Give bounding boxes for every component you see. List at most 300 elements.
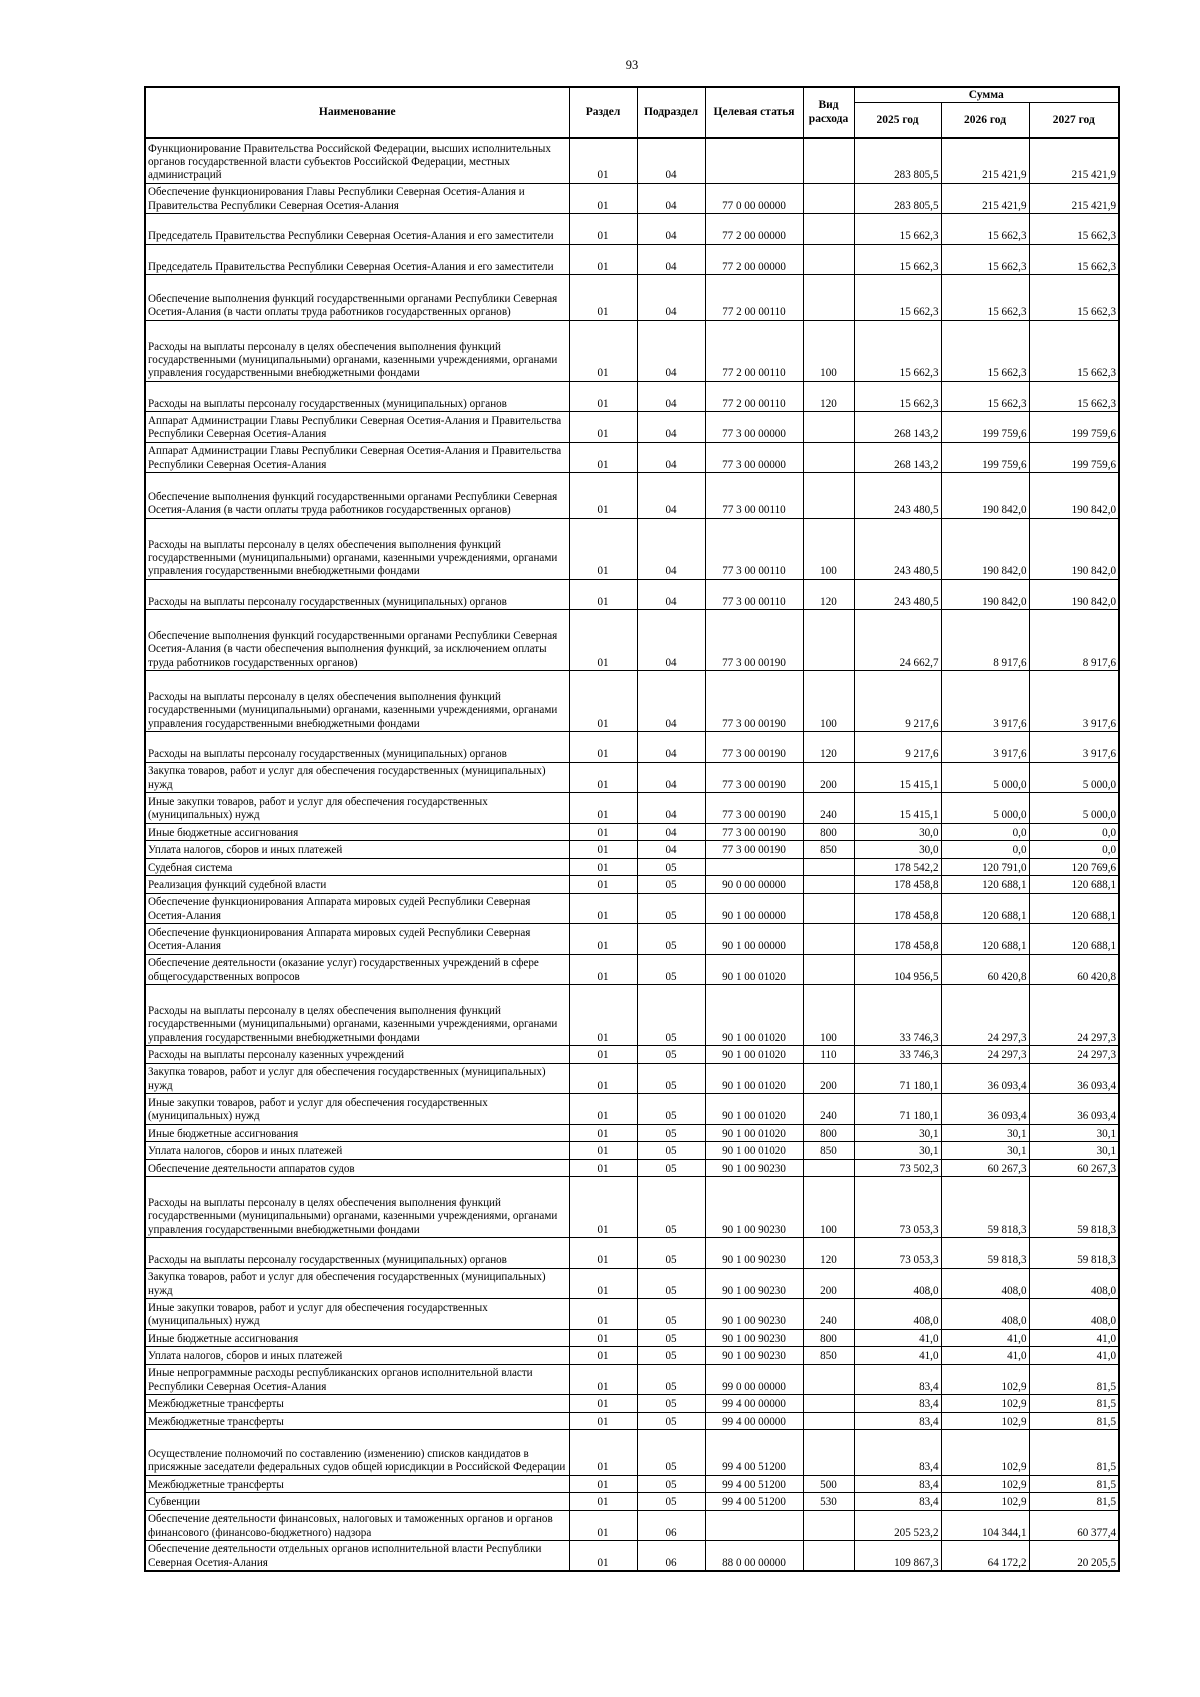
cell-2027: 59 818,3 (1029, 1177, 1119, 1238)
cell-podrazdel: 05 (637, 1364, 705, 1395)
cell-vid: 800 (803, 823, 854, 841)
cell-2026: 5 000,0 (941, 762, 1029, 793)
cell-razdel: 01 (569, 1364, 637, 1395)
cell-target: 90 1 00 90230 (705, 1347, 803, 1365)
cell-2026: 60 420,8 (941, 954, 1029, 985)
cell-target: 77 0 00 00000 (705, 183, 803, 214)
cell-vid (803, 412, 854, 443)
cell-name: Расходы на выплаты персоналу государственных (муниципальных) органов (145, 1238, 569, 1269)
cell-2027: 20 205,5 (1029, 1541, 1119, 1572)
header-2025: 2025 год (854, 103, 941, 138)
cell-podrazdel: 04 (637, 412, 705, 443)
cell-target: 77 2 00 00110 (705, 320, 803, 381)
cell-razdel: 01 (569, 1238, 637, 1269)
cell-target: 99 4 00 51200 (705, 1493, 803, 1511)
cell-razdel: 01 (569, 1329, 637, 1347)
cell-target: 90 1 00 01020 (705, 1063, 803, 1094)
cell-vid (803, 876, 854, 894)
cell-2026: 60 267,3 (941, 1159, 1029, 1177)
cell-razdel: 01 (569, 138, 637, 184)
cell-vid: 500 (803, 1475, 854, 1493)
cell-target: 77 2 00 00110 (705, 275, 803, 321)
cell-2027: 3 917,6 (1029, 732, 1119, 763)
cell-2027: 15 662,3 (1029, 320, 1119, 381)
cell-2027: 36 093,4 (1029, 1094, 1119, 1125)
cell-2026: 41,0 (941, 1347, 1029, 1365)
cell-2026: 36 093,4 (941, 1094, 1029, 1125)
cell-target: 90 1 00 90230 (705, 1329, 803, 1347)
cell-podrazdel: 04 (637, 473, 705, 519)
table-row (145, 823, 1119, 841)
cell-2025: 15 662,3 (854, 244, 941, 275)
cell-name: Расходы на выплаты персоналу в целях обеспечения выполнения функций государственными (муниципальными) органами, казенными учреждениями, органами управления государственными внебюджетными фондами (145, 985, 569, 1046)
cell-podrazdel: 05 (637, 858, 705, 876)
cell-2026: 102,9 (941, 1475, 1029, 1493)
cell-name: Иные закупки товаров, работ и услуг для обеспечения государственных (муниципальных) нужд (145, 1094, 569, 1125)
cell-2027: 81,5 (1029, 1430, 1119, 1476)
cell-podrazdel: 05 (637, 1063, 705, 1094)
cell-2025: 83,4 (854, 1412, 941, 1430)
cell-2027: 5 000,0 (1029, 793, 1119, 824)
cell-2026: 102,9 (941, 1430, 1029, 1476)
cell-podrazdel: 04 (637, 518, 705, 579)
cell-vid (803, 954, 854, 985)
cell-2026: 15 662,3 (941, 381, 1029, 412)
cell-podrazdel: 04 (637, 579, 705, 610)
header-target: Целевая статья (705, 87, 803, 138)
cell-podrazdel: 04 (637, 244, 705, 275)
cell-2025: 268 143,2 (854, 442, 941, 473)
cell-2025: 283 805,5 (854, 138, 941, 184)
cell-2025: 30,1 (854, 1142, 941, 1160)
cell-razdel: 01 (569, 924, 637, 955)
cell-vid (803, 1430, 854, 1476)
cell-target: 90 1 00 90230 (705, 1159, 803, 1177)
cell-2027: 120 769,6 (1029, 858, 1119, 876)
cell-podrazdel: 05 (637, 1412, 705, 1430)
budget-table (144, 86, 1120, 1572)
cell-podrazdel: 04 (637, 793, 705, 824)
cell-name: Иные бюджетные ассигнования (145, 823, 569, 841)
cell-vid: 100 (803, 320, 854, 381)
cell-vid: 120 (803, 732, 854, 763)
cell-2026: 8 917,6 (941, 610, 1029, 671)
header-name: Наименование (145, 87, 569, 138)
table-row (145, 1510, 1119, 1541)
cell-name: Закупка товаров, работ и услуг для обеспечения государственных (муниципальных) нужд (145, 1268, 569, 1299)
cell-target: 77 3 00 00110 (705, 518, 803, 579)
cell-target: 90 1 00 90230 (705, 1268, 803, 1299)
cell-target: 90 0 00 00000 (705, 876, 803, 894)
cell-2026: 120 688,1 (941, 893, 1029, 924)
cell-2025: 178 458,8 (854, 876, 941, 894)
table-row (145, 1177, 1119, 1238)
cell-2026: 24 297,3 (941, 1046, 1029, 1064)
cell-target: 90 1 00 00000 (705, 893, 803, 924)
cell-target: 90 1 00 90230 (705, 1238, 803, 1269)
cell-vid (803, 893, 854, 924)
cell-razdel: 01 (569, 1347, 637, 1365)
cell-podrazdel: 04 (637, 138, 705, 184)
cell-podrazdel: 05 (637, 893, 705, 924)
cell-vid (803, 473, 854, 519)
cell-2027: 81,5 (1029, 1412, 1119, 1430)
cell-2027: 120 688,1 (1029, 876, 1119, 894)
cell-target: 77 3 00 00110 (705, 579, 803, 610)
cell-2025: 41,0 (854, 1347, 941, 1365)
cell-2026: 0,0 (941, 841, 1029, 859)
table-row (145, 671, 1119, 732)
cell-2027: 215 421,9 (1029, 183, 1119, 214)
cell-2025: 15 415,1 (854, 762, 941, 793)
cell-2027: 60 377,4 (1029, 1510, 1119, 1541)
cell-razdel: 01 (569, 244, 637, 275)
cell-vid (803, 610, 854, 671)
cell-2027: 0,0 (1029, 823, 1119, 841)
cell-2025: 30,1 (854, 1124, 941, 1142)
cell-2025: 283 805,5 (854, 183, 941, 214)
cell-vid (803, 138, 854, 184)
cell-2025: 268 143,2 (854, 412, 941, 443)
cell-vid (803, 858, 854, 876)
cell-name: Обеспечение выполнения функций государственными органами Республики Северная Осетия-Алания (в части обеспечения выполнения функций, за исключением оплаты труда работников государственных органов) (145, 610, 569, 671)
cell-2026: 0,0 (941, 823, 1029, 841)
cell-razdel: 01 (569, 518, 637, 579)
table-row (145, 473, 1119, 519)
cell-2027: 408,0 (1029, 1299, 1119, 1330)
cell-2025: 41,0 (854, 1329, 941, 1347)
table-row (145, 244, 1119, 275)
cell-vid (803, 275, 854, 321)
cell-2026: 215 421,9 (941, 138, 1029, 184)
cell-2025: 9 217,6 (854, 732, 941, 763)
cell-name: Аппарат Администрации Главы Республики Северная Осетия-Алания и Правительства Республики Северная Осетия-Алания (145, 442, 569, 473)
cell-name: Иные закупки товаров, работ и услуг для обеспечения государственных (муниципальных) нужд (145, 793, 569, 824)
cell-podrazdel: 04 (637, 442, 705, 473)
cell-razdel: 01 (569, 1268, 637, 1299)
cell-2025: 408,0 (854, 1268, 941, 1299)
cell-target: 77 3 00 00190 (705, 671, 803, 732)
cell-podrazdel: 05 (637, 876, 705, 894)
cell-2027: 0,0 (1029, 841, 1119, 859)
cell-name: Обеспечение деятельности финансовых, налоговых и таможенных органов и органов финансового (финансово-бюджетного) надзора (145, 1510, 569, 1541)
cell-name: Председатель Правительства Республики Северная Осетия-Алания и его заместители (145, 244, 569, 275)
header-summa: Сумма (854, 87, 1119, 103)
cell-target (705, 858, 803, 876)
cell-2027: 30,1 (1029, 1142, 1119, 1160)
cell-vid (803, 1412, 854, 1430)
cell-podrazdel: 04 (637, 671, 705, 732)
cell-2027: 190 842,0 (1029, 579, 1119, 610)
table-row (145, 762, 1119, 793)
cell-2026: 59 818,3 (941, 1177, 1029, 1238)
cell-razdel: 01 (569, 320, 637, 381)
cell-2025: 178 458,8 (854, 893, 941, 924)
cell-vid (803, 924, 854, 955)
cell-2026: 30,1 (941, 1124, 1029, 1142)
cell-name: Судебная система (145, 858, 569, 876)
cell-2027: 24 297,3 (1029, 1046, 1119, 1064)
cell-razdel: 01 (569, 1142, 637, 1160)
cell-vid (803, 1395, 854, 1413)
cell-target: 90 1 00 01020 (705, 954, 803, 985)
cell-2026: 64 172,2 (941, 1541, 1029, 1572)
cell-name: Расходы на выплаты персоналу в целях обеспечения выполнения функций государственными (муниципальными) органами, казенными учреждениями, органами управления государственными внебюджетными фондами (145, 1177, 569, 1238)
cell-podrazdel: 05 (637, 1124, 705, 1142)
cell-podrazdel: 04 (637, 275, 705, 321)
table-row (145, 183, 1119, 214)
cell-2026: 190 842,0 (941, 579, 1029, 610)
cell-2027: 199 759,6 (1029, 442, 1119, 473)
cell-razdel: 01 (569, 858, 637, 876)
cell-podrazdel: 05 (637, 1395, 705, 1413)
cell-podrazdel: 05 (637, 1329, 705, 1347)
cell-2025: 15 662,3 (854, 214, 941, 245)
cell-2027: 59 818,3 (1029, 1238, 1119, 1269)
table-row (145, 1475, 1119, 1493)
cell-name: Закупка товаров, работ и услуг для обеспечения государственных (муниципальных) нужд (145, 1063, 569, 1094)
cell-vid (803, 1159, 854, 1177)
table-row (145, 579, 1119, 610)
cell-2026: 102,9 (941, 1364, 1029, 1395)
cell-vid: 100 (803, 1177, 854, 1238)
cell-podrazdel: 04 (637, 732, 705, 763)
cell-2027: 36 093,4 (1029, 1063, 1119, 1094)
cell-2026: 215 421,9 (941, 183, 1029, 214)
table-row (145, 1124, 1119, 1142)
table-row (145, 1541, 1119, 1572)
cell-razdel: 01 (569, 1299, 637, 1330)
cell-2026: 15 662,3 (941, 320, 1029, 381)
table-header (145, 87, 1119, 138)
cell-target: 90 1 00 01020 (705, 1124, 803, 1142)
table-row (145, 1159, 1119, 1177)
cell-2025: 73 502,3 (854, 1159, 941, 1177)
cell-2027: 15 662,3 (1029, 275, 1119, 321)
header-podrazdel: Подраздел (637, 87, 705, 138)
cell-2025: 15 662,3 (854, 275, 941, 321)
table-row (145, 1347, 1119, 1365)
table-row (145, 985, 1119, 1046)
cell-name: Расходы на выплаты персоналу в целях обеспечения выполнения функций государственными (муниципальными) органами, казенными учреждениями, органами управления государственными внебюджетными фондами (145, 518, 569, 579)
cell-2025: 30,0 (854, 841, 941, 859)
cell-2026: 30,1 (941, 1142, 1029, 1160)
cell-2025: 24 662,7 (854, 610, 941, 671)
table-row (145, 1493, 1119, 1511)
cell-2026: 120 688,1 (941, 924, 1029, 955)
cell-target: 90 1 00 01020 (705, 1046, 803, 1064)
cell-vid: 200 (803, 1268, 854, 1299)
cell-name: Обеспечение деятельности (оказание услуг) государственных учреждений в сфере общегосударственных вопросов (145, 954, 569, 985)
table-row (145, 518, 1119, 579)
cell-2026: 3 917,6 (941, 732, 1029, 763)
cell-name: Обеспечение деятельности отдельных органов исполнительной власти Республики Северная Осетия-Алания (145, 1541, 569, 1572)
cell-2025: 83,4 (854, 1395, 941, 1413)
cell-podrazdel: 05 (637, 1046, 705, 1064)
cell-razdel: 01 (569, 1177, 637, 1238)
cell-name: Реализация функций судебной власти (145, 876, 569, 894)
header-2027: 2027 год (1029, 103, 1119, 138)
table-row (145, 412, 1119, 443)
cell-name: Субвенции (145, 1493, 569, 1511)
cell-podrazdel: 04 (637, 823, 705, 841)
cell-name: Расходы на выплаты персоналу государственных (муниципальных) органов (145, 381, 569, 412)
cell-2025: 178 542,2 (854, 858, 941, 876)
table-row (145, 841, 1119, 859)
cell-vid: 120 (803, 381, 854, 412)
table-row (145, 1329, 1119, 1347)
cell-podrazdel: 06 (637, 1541, 705, 1572)
cell-2026: 41,0 (941, 1329, 1029, 1347)
cell-name: Межбюджетные трансферты (145, 1412, 569, 1430)
cell-name: Обеспечение выполнения функций государственными органами Республики Северная Осетия-Алания (в части оплаты труда работников государственных органов) (145, 473, 569, 519)
cell-target: 77 3 00 00190 (705, 841, 803, 859)
cell-2025: 243 480,5 (854, 518, 941, 579)
cell-2025: 73 053,3 (854, 1238, 941, 1269)
cell-razdel: 01 (569, 876, 637, 894)
cell-2026: 408,0 (941, 1268, 1029, 1299)
cell-razdel: 01 (569, 1493, 637, 1511)
table-row (145, 610, 1119, 671)
cell-target: 77 3 00 00190 (705, 823, 803, 841)
cell-target: 90 1 00 00000 (705, 924, 803, 955)
cell-vid (803, 1541, 854, 1572)
cell-razdel: 01 (569, 1510, 637, 1541)
cell-2026: 102,9 (941, 1493, 1029, 1511)
cell-razdel: 01 (569, 1430, 637, 1476)
cell-2025: 104 956,5 (854, 954, 941, 985)
cell-2027: 81,5 (1029, 1364, 1119, 1395)
cell-2027: 81,5 (1029, 1475, 1119, 1493)
table-row (145, 1412, 1119, 1430)
cell-vid: 110 (803, 1046, 854, 1064)
header-2026: 2026 год (941, 103, 1029, 138)
cell-razdel: 01 (569, 1124, 637, 1142)
cell-razdel: 01 (569, 1094, 637, 1125)
cell-name: Межбюджетные трансферты (145, 1395, 569, 1413)
cell-razdel: 01 (569, 1412, 637, 1430)
cell-name: Межбюджетные трансферты (145, 1475, 569, 1493)
cell-2026: 408,0 (941, 1299, 1029, 1330)
cell-podrazdel: 04 (637, 320, 705, 381)
cell-2025: 15 662,3 (854, 320, 941, 381)
cell-2027: 15 662,3 (1029, 214, 1119, 245)
cell-razdel: 01 (569, 1159, 637, 1177)
cell-2027: 190 842,0 (1029, 473, 1119, 519)
cell-vid: 850 (803, 1142, 854, 1160)
cell-2027: 190 842,0 (1029, 518, 1119, 579)
cell-2025: 83,4 (854, 1364, 941, 1395)
cell-2027: 120 688,1 (1029, 924, 1119, 955)
cell-2025: 33 746,3 (854, 985, 941, 1046)
header-razdel: Раздел (569, 87, 637, 138)
cell-2025: 83,4 (854, 1475, 941, 1493)
cell-name: Расходы на выплаты персоналу государственных (муниципальных) органов (145, 732, 569, 763)
cell-razdel: 01 (569, 473, 637, 519)
cell-vid: 120 (803, 579, 854, 610)
cell-2027: 81,5 (1029, 1493, 1119, 1511)
cell-podrazdel: 05 (637, 985, 705, 1046)
cell-vid (803, 1364, 854, 1395)
cell-2026: 120 688,1 (941, 876, 1029, 894)
cell-2027: 5 000,0 (1029, 762, 1119, 793)
cell-target: 90 1 00 01020 (705, 1142, 803, 1160)
cell-target: 99 0 00 00000 (705, 1364, 803, 1395)
cell-target: 77 2 00 00000 (705, 214, 803, 245)
cell-vid: 850 (803, 841, 854, 859)
cell-target: 88 0 00 00000 (705, 1541, 803, 1572)
cell-target: 77 3 00 00000 (705, 412, 803, 443)
cell-razdel: 01 (569, 893, 637, 924)
table-row (145, 793, 1119, 824)
cell-target: 77 3 00 00190 (705, 793, 803, 824)
cell-razdel: 01 (569, 985, 637, 1046)
cell-target: 77 3 00 00190 (705, 762, 803, 793)
cell-vid: 200 (803, 1063, 854, 1094)
cell-name: Аппарат Администрации Главы Республики Северная Осетия-Алания и Правительства Республики Северная Осетия-Алания (145, 412, 569, 443)
cell-name: Расходы на выплаты персоналу казенных учреждений (145, 1046, 569, 1064)
cell-2025: 109 867,3 (854, 1541, 941, 1572)
cell-razdel: 01 (569, 671, 637, 732)
cell-2026: 15 662,3 (941, 214, 1029, 245)
cell-name: Расходы на выплаты персоналу в целях обеспечения выполнения функций государственными (муниципальными) органами, казенными учреждениями, органами управления государственными внебюджетными фондами (145, 671, 569, 732)
table-row (145, 214, 1119, 245)
cell-2026: 24 297,3 (941, 985, 1029, 1046)
cell-razdel: 01 (569, 841, 637, 859)
cell-2025: 83,4 (854, 1493, 941, 1511)
table-row (145, 1299, 1119, 1330)
table-body (145, 138, 1119, 1572)
cell-razdel: 01 (569, 214, 637, 245)
cell-2026: 190 842,0 (941, 473, 1029, 519)
cell-name: Уплата налогов, сборов и иных платежей (145, 1347, 569, 1365)
cell-razdel: 01 (569, 275, 637, 321)
cell-vid: 530 (803, 1493, 854, 1511)
cell-target: 77 3 00 00000 (705, 442, 803, 473)
cell-podrazdel: 05 (637, 1475, 705, 1493)
cell-name: Председатель Правительства Республики Северная Осетия-Алания и его заместители (145, 214, 569, 245)
cell-razdel: 01 (569, 1475, 637, 1493)
table-row (145, 1268, 1119, 1299)
cell-2027: 41,0 (1029, 1347, 1119, 1365)
cell-podrazdel: 05 (637, 1177, 705, 1238)
cell-2025: 71 180,1 (854, 1094, 941, 1125)
cell-2026: 102,9 (941, 1412, 1029, 1430)
cell-2025: 243 480,5 (854, 579, 941, 610)
cell-name: Уплата налогов, сборов и иных платежей (145, 1142, 569, 1160)
cell-2025: 15 662,3 (854, 381, 941, 412)
cell-razdel: 01 (569, 610, 637, 671)
cell-2025: 15 415,1 (854, 793, 941, 824)
cell-podrazdel: 04 (637, 381, 705, 412)
cell-name: Обеспечение функционирования Аппарата мировых судей Республики Северная Осетия-Алания (145, 893, 569, 924)
cell-target: 90 1 00 01020 (705, 985, 803, 1046)
cell-vid: 100 (803, 985, 854, 1046)
cell-podrazdel: 04 (637, 841, 705, 859)
cell-podrazdel: 05 (637, 1347, 705, 1365)
cell-vid: 800 (803, 1329, 854, 1347)
cell-2026: 104 344,1 (941, 1510, 1029, 1541)
cell-vid: 800 (803, 1124, 854, 1142)
cell-2025: 30,0 (854, 823, 941, 841)
cell-podrazdel: 05 (637, 1238, 705, 1269)
table-row (145, 442, 1119, 473)
table-row (145, 954, 1119, 985)
cell-target: 77 2 00 00000 (705, 244, 803, 275)
cell-2027: 15 662,3 (1029, 381, 1119, 412)
cell-podrazdel: 05 (637, 1142, 705, 1160)
cell-2026: 199 759,6 (941, 412, 1029, 443)
